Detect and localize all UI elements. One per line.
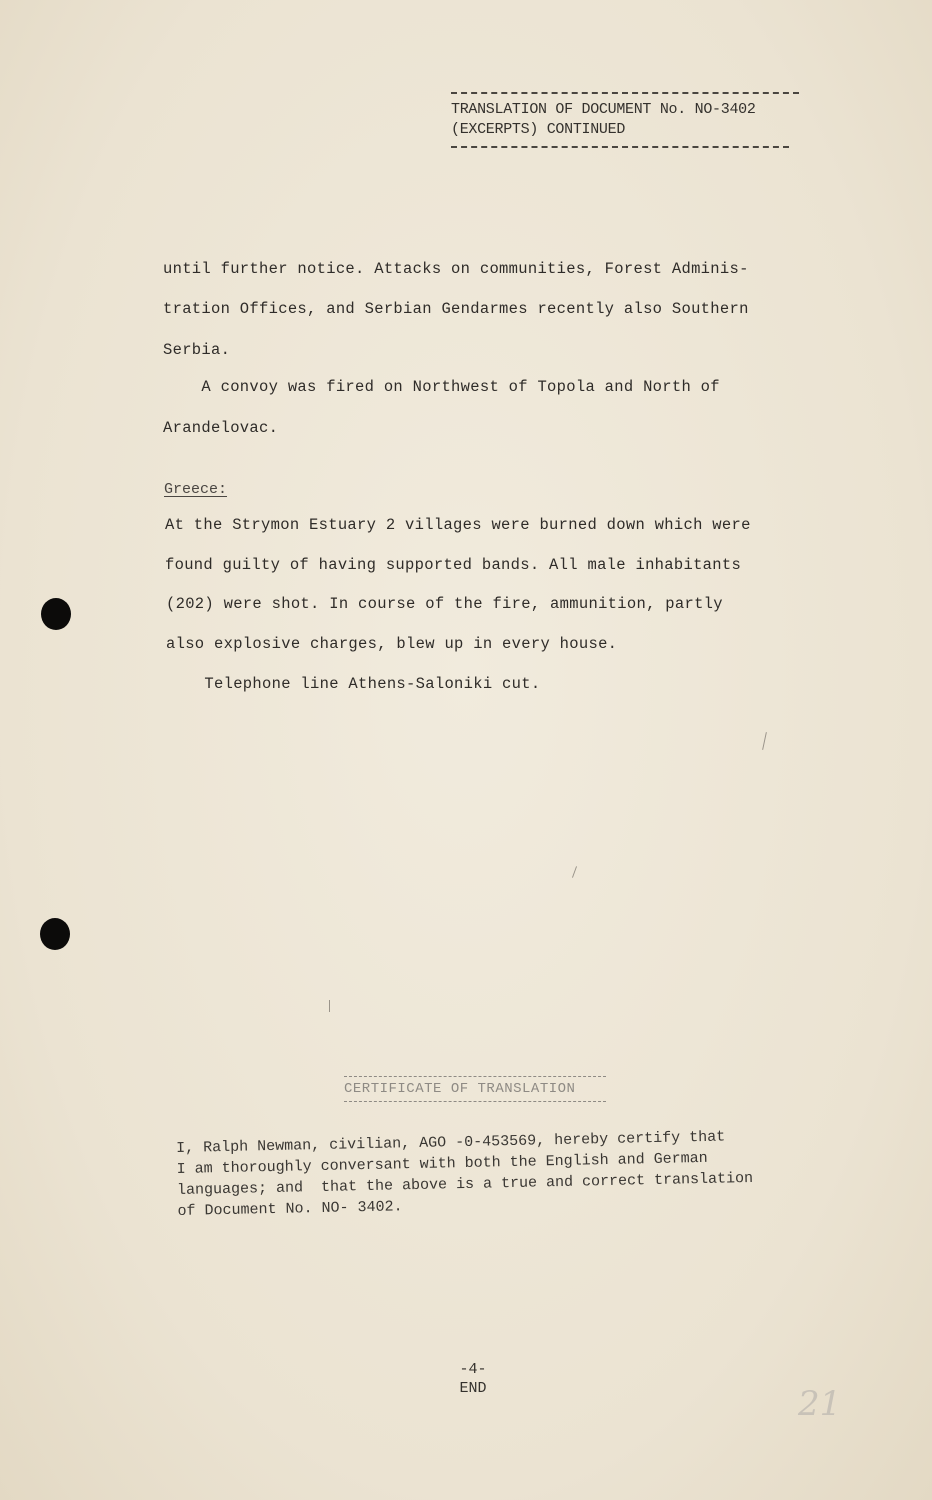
certificate-rule-bottom bbox=[344, 1101, 606, 1102]
page-footer bbox=[440, 1360, 506, 1398]
certificate-line-2: I am thoroughly conversant with both the English and German bbox=[176, 1149, 708, 1178]
header-rule-bottom bbox=[451, 146, 789, 148]
binder-hole-lower bbox=[40, 918, 70, 950]
serbia-line-2: tration Offices, and Serbian Gendarmes recently also Southern bbox=[163, 300, 749, 318]
end-label: END bbox=[459, 1380, 487, 1397]
pencil-page-note: 21 bbox=[798, 1384, 842, 1424]
stray-mark bbox=[572, 866, 577, 878]
header-rule-top bbox=[451, 92, 799, 94]
certificate-line-1: I, Ralph Newman, civilian, AGO -0-453569, hereby certify that bbox=[176, 1128, 726, 1157]
certificate-rule-top bbox=[344, 1076, 606, 1077]
header-subtitle-line: (EXCERPTS) CONTINUED bbox=[451, 121, 626, 138]
certificate-title-block bbox=[344, 1076, 606, 1102]
serbia-line-4: A convoy was fired on Northwest of Topola and North of bbox=[163, 378, 720, 396]
certificate-text bbox=[176, 1125, 798, 1222]
header-title-line: TRANSLATION OF DOCUMENT No. NO-3402 bbox=[451, 101, 756, 118]
greece-line-1: At the Strymon Estuary 2 villages were burned down which were bbox=[165, 516, 751, 534]
certificate-title: CERTIFICATE OF TRANSLATION bbox=[344, 1081, 576, 1097]
greece-line-5: Telephone line Athens-Saloniki cut. bbox=[166, 675, 541, 693]
greece-line-4: also explosive charges, blew up in every house. bbox=[166, 635, 618, 653]
certificate-line-4: of Document No. NO- 3402. bbox=[177, 1198, 403, 1220]
greece-heading: Greece: bbox=[164, 481, 228, 498]
greece-line-3: (202) were shot. In course of the fire, ammunition, partly bbox=[166, 595, 723, 613]
stray-mark bbox=[329, 1000, 330, 1012]
binder-hole-upper bbox=[41, 598, 71, 630]
page-number: -4- bbox=[459, 1361, 487, 1378]
serbia-line-3: Serbia. bbox=[163, 341, 231, 359]
serbia-line-5: Arandelovac. bbox=[163, 419, 279, 437]
greece-line-2: found guilty of having supported bands. All male inhabitants bbox=[165, 556, 742, 574]
serbia-line-1: until further notice. Attacks on communities, Forest Adminis- bbox=[163, 260, 749, 278]
document-header bbox=[451, 92, 801, 148]
stray-mark bbox=[762, 732, 767, 750]
certificate-line-3: languages; and that the above is a true and correct translation bbox=[176, 1169, 754, 1199]
